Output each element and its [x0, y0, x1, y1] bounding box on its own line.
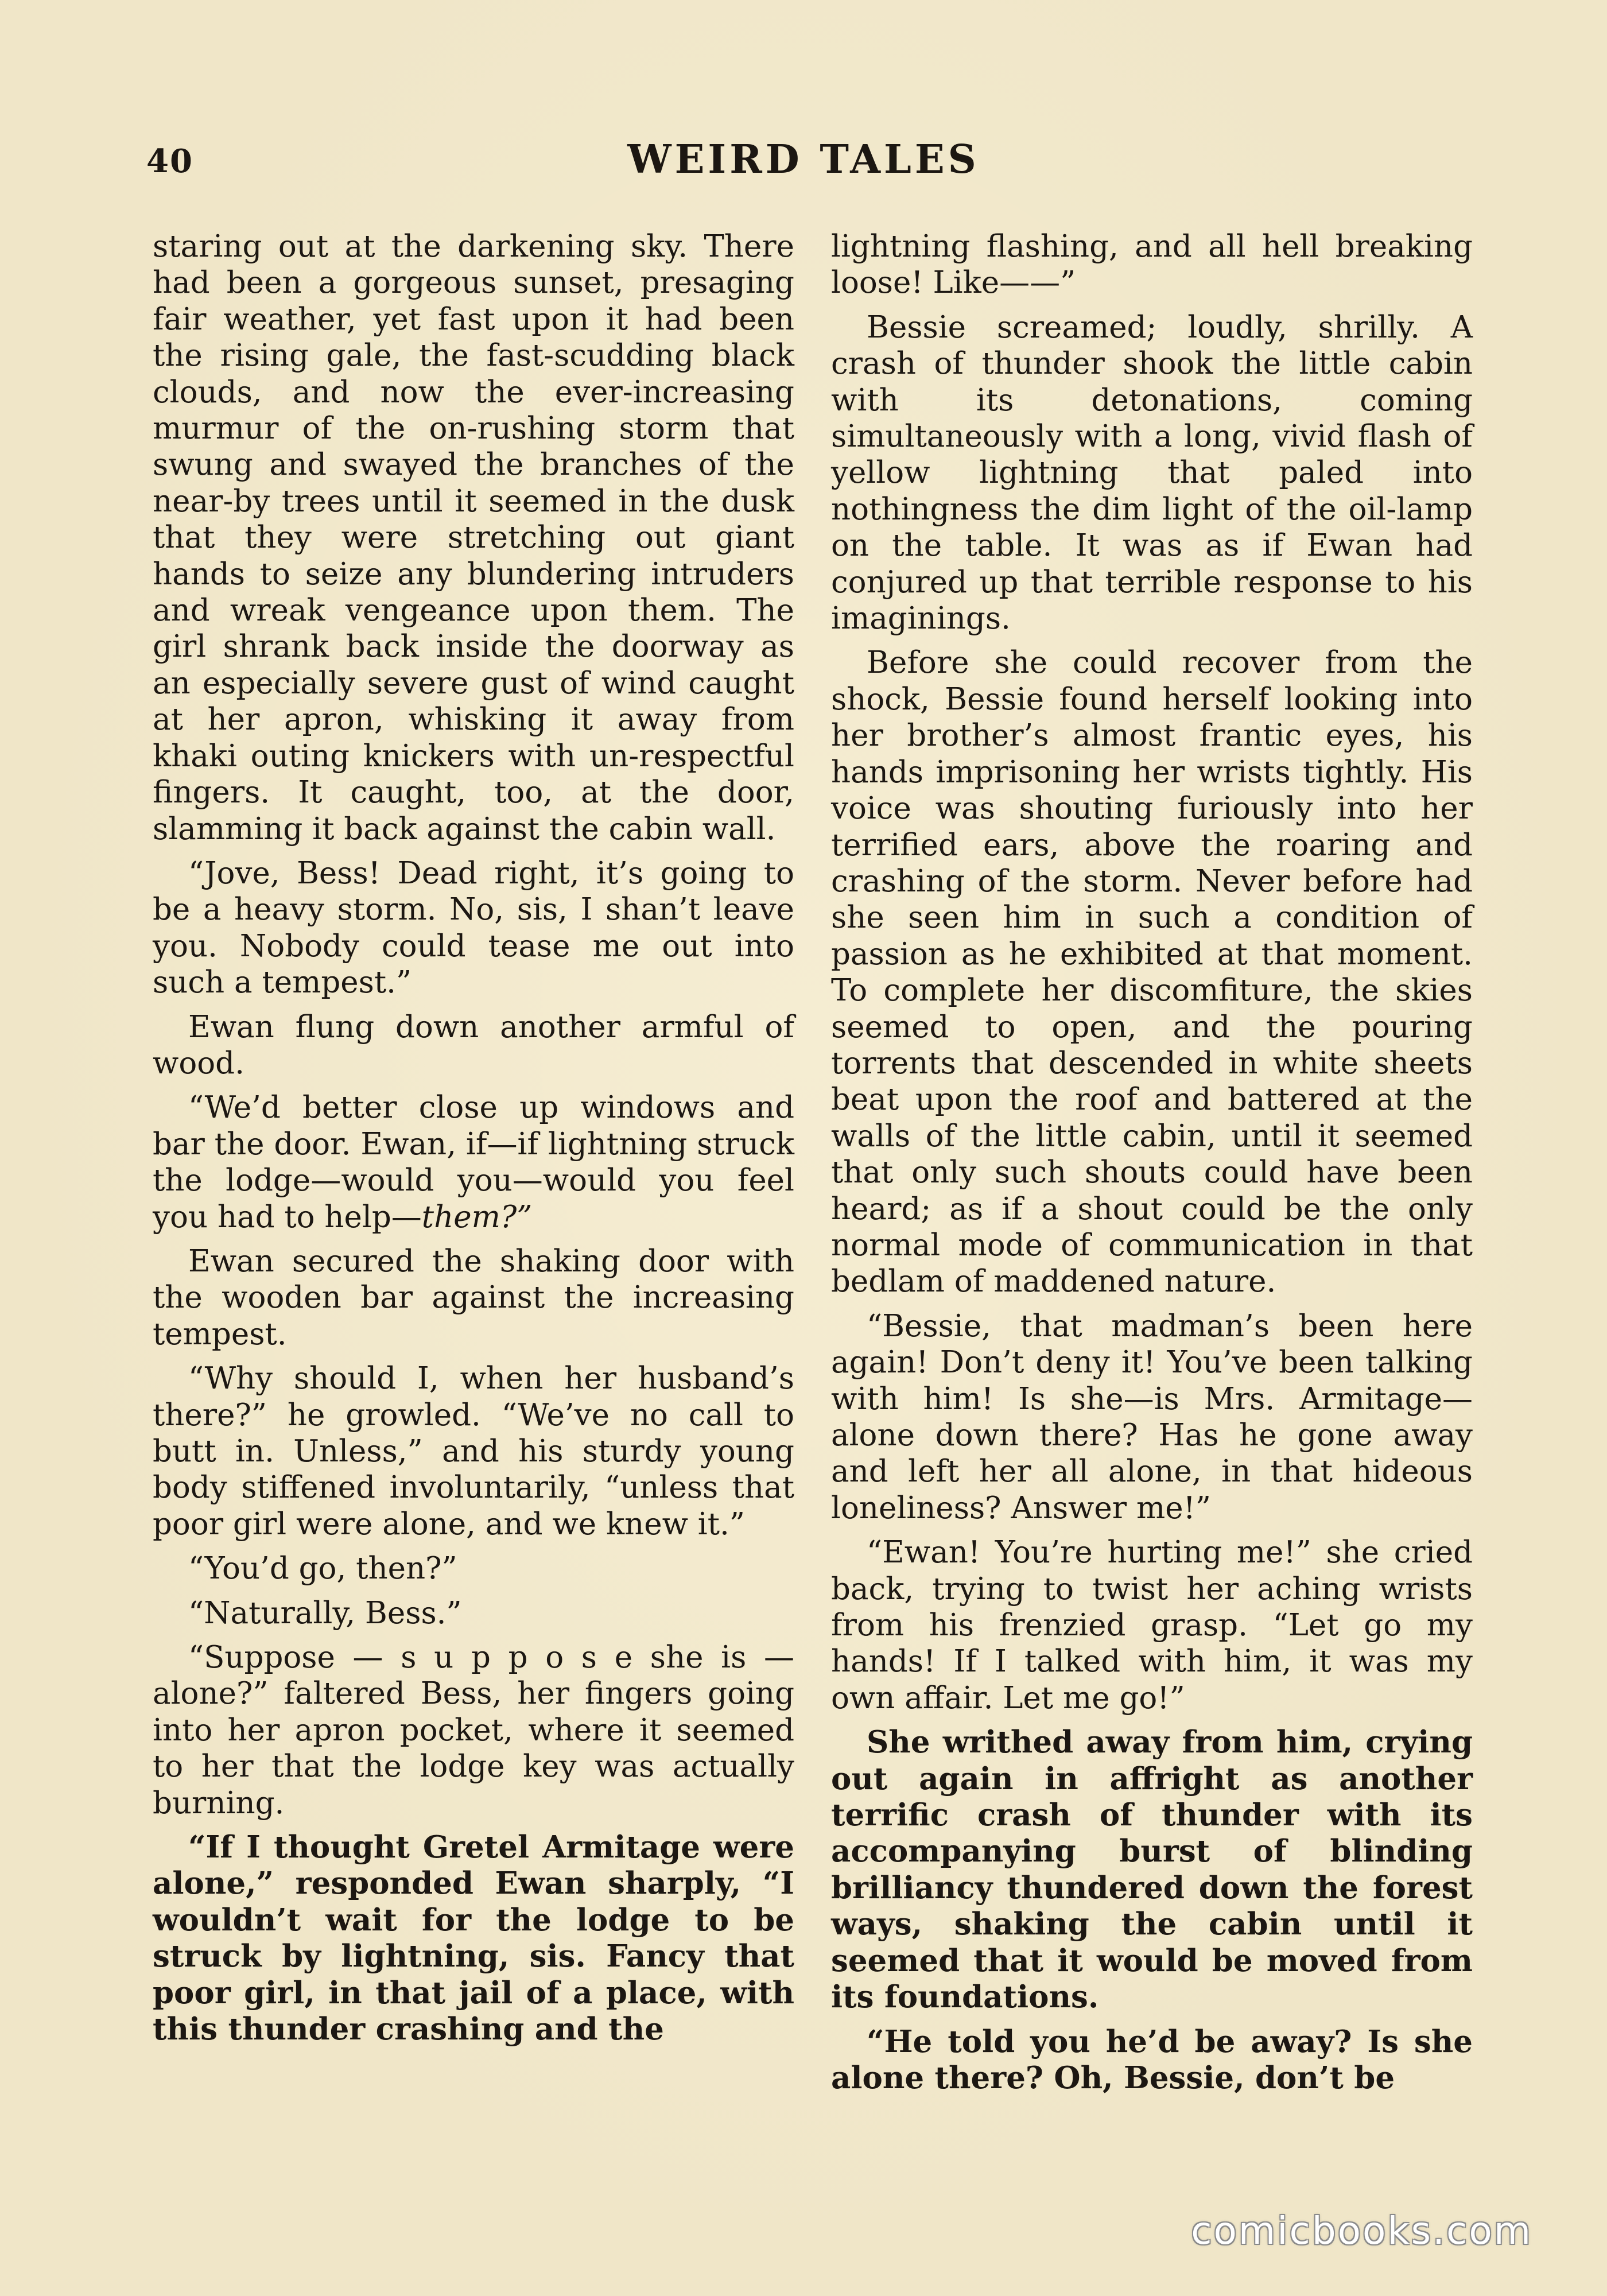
paragraph: “Naturally, Bess.” — [188, 1595, 462, 1631]
paragraph: “Bessie, that madman’s been here again! Don’t deny it! You’ve been talking with him! Is she—is Mrs. Armitage—alone down there? Has he gone away and left her all alone, in that hideous loneliness? Answer me!” — [831, 1308, 1473, 1526]
paragraph: “Jove, Bess! Dead right, it’s going to be a heavy storm. No, sis, I shan’t leave you. Nobody could tease me out into such a tempest.” — [153, 855, 794, 1000]
page-number: 40 — [146, 142, 193, 180]
paragraph: Before she could recover from the shock, Bessie found herself looking into her brother’s almost frantic eyes, his hands imprisoning her wrists tightly. His voice was shouting furiously into her terrified ears, above the roaring and crashing of the storm. Never before had she seen him in such a condition of passion as he exhibited at that moment. To complete her discomfiture, the skies seemed to open, and the pouring torrents that descended in white sheets beat upon the roof and battered at the walls of the little cabin, until it seemed that only such shouts could have been heard; as if a shout could be the only normal mode of communication in that bedlam of maddened nature. — [831, 645, 1473, 1300]
paragraph-text: “We’d better close up windows and bar the door. Ewan, if—if lightning struck the lodge—would you—would you feel you had to help— — [153, 1090, 794, 1235]
paragraph: Ewan flung down another armful of wood. — [153, 1009, 794, 1081]
italic-text: them?” — [421, 1199, 533, 1235]
paragraph: Bessie screamed; loudly, shrilly. A crash of thunder shook the little cabin with its detonations, coming simultaneously with a long, vivid flash of yellow lightning that paled into nothingness the dim light of the oil-lamp on the table. It was as if Ewan had conjured up that terrible response to his imaginings. — [831, 309, 1473, 637]
paragraph: “If I thought Gretel Armitage were alone,” responded Ewan sharply, “I wouldn’t wait for the lodge to be struck by lightning, sis. Fancy that poor girl, in that jail of a place, with this thunder crashing and the — [153, 1829, 794, 2047]
paragraph — [153, 1089, 794, 1235]
paragraph: staring out at the darkening sky. There had been a gorgeous sunset, presaging fair weather, yet fast upon it had been the rising gale, the fast-scudding black clouds, and now the ever-increasing murmur of the on-rushing storm that swung and swayed the branches of the near-by trees until it seemed in the dusk that they were stretching out giant hands to seize any blundering intruders and wreak vengeance upon them. The girl shrank back inside the doorway as an especially severe gust of wind caught at her apron, whisking it away from khaki outing knickers with un-respectful fingers. It caught, too, at the door, slamming it back against the cabin wall. — [153, 229, 794, 847]
paragraph: She writhed away from him, crying out again in affright as another terrific crash of thunder with its accompanying burst of blinding brilliancy thundered down the forest ways, shaking the cabin until it seemed that it would be moved from its foundations. — [831, 1724, 1473, 2015]
paragraph: “He told you he’d be away? Is she alone there? Oh, Bessie, don’t be — [831, 2023, 1473, 2096]
running-head: WEIRD TALES — [627, 137, 980, 183]
paragraph: “Why should I, when her husband’s there?” he growled. “We’ve no call to butt in. Unless,” and his sturdy young body stiffened involuntarily, “unless that poor girl were alone, and we knew it.” — [153, 1361, 794, 1542]
paragraph: “You’d go, then?” — [188, 1551, 457, 1587]
paragraph: “Ewan! You’re hurting me!” she cried back, trying to twist her aching wrists from his frenzied grasp. “Let go my hands! If I talked with him, it was my own affair. Let me go!” — [831, 1535, 1473, 1716]
paragraph: “Suppose — s u p p o s e she is — alone?” faltered Bess, her fingers going into her apron pocket, where it seemed to her that the lodge key was actually burning. — [153, 1640, 794, 1821]
left-column — [153, 228, 794, 2048]
watermark: comicbooks.com — [1191, 2209, 1532, 2253]
right-column — [831, 228, 1473, 2096]
paragraph: lightning flashing, and all hell breaking loose! Like——” — [831, 229, 1473, 301]
paragraph: Ewan secured the shaking door with the wooden bar against the increasing tempest. — [153, 1243, 794, 1352]
